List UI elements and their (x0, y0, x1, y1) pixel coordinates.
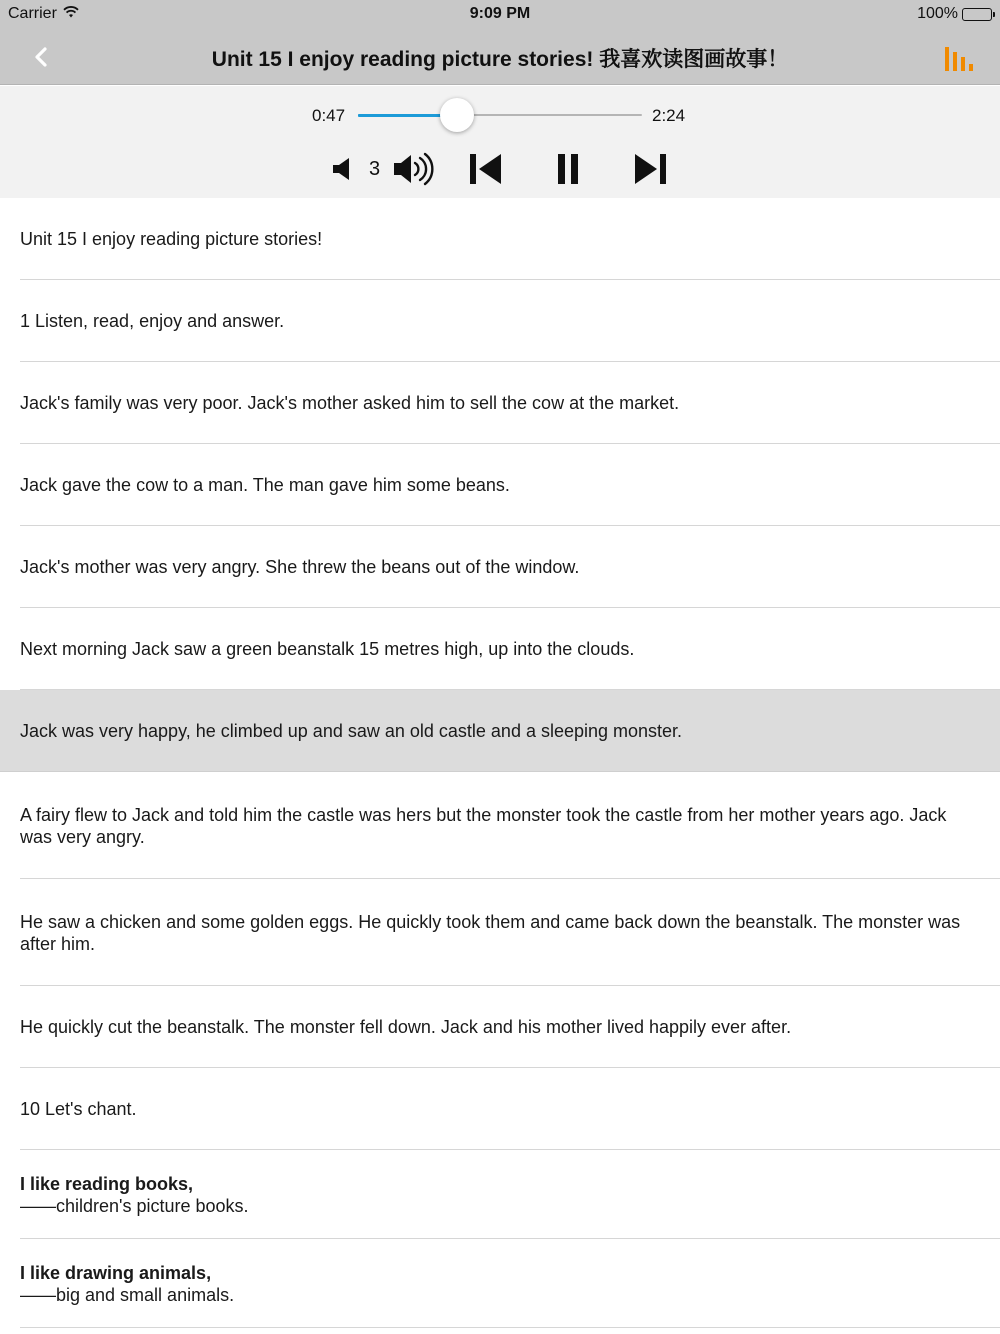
skip-previous-icon (467, 152, 503, 186)
battery-info (917, 5, 992, 23)
pause-button[interactable] (552, 148, 584, 190)
sentence-text: 1 Listen, read, enjoy and answer. (20, 311, 285, 331)
chevron-left-icon (33, 46, 49, 68)
sentence-row[interactable] (0, 608, 1000, 690)
sentence-text: A fairy flew to Jack and told him the castle was hers but the monster took the castle from her mother years ago. Jack was very angry. (20, 804, 947, 847)
sentence-text: Jack's mother was very angry. She threw the beans out of the window. (20, 557, 580, 577)
previous-button[interactable] (466, 148, 504, 190)
sentence-text: 10 Let's chant. (20, 1099, 137, 1119)
chant-row[interactable] (0, 1150, 1000, 1239)
page-title: Unit 15 I enjoy reading picture stories! 我喜欢读图画故事！ (211, 48, 789, 71)
playback-controls (0, 148, 1000, 190)
volume-down-icon (331, 156, 353, 182)
sentence-row[interactable] (0, 879, 1000, 986)
battery-percent: 100% (917, 5, 958, 22)
chant-line: ——big and small animals. (20, 1284, 235, 1305)
sentence-list (0, 198, 1000, 1328)
sentence-row[interactable] (0, 986, 1000, 1068)
volume-up-icon (392, 151, 434, 187)
sentence-text: Next morning Jack saw a green beanstalk 15 metres high, up into the clouds. (20, 639, 635, 659)
stats-button[interactable] (944, 44, 974, 72)
chant-line: ——children's picture books. (20, 1195, 249, 1216)
chant-line-bold: I like reading books, (20, 1173, 194, 1194)
sentence-row[interactable] (0, 444, 1000, 526)
volume-up-button[interactable] (392, 148, 434, 190)
sentence-row[interactable] (0, 362, 1000, 444)
current-time: 0:47 (312, 106, 346, 125)
sentence-row[interactable] (0, 772, 1000, 879)
sentence-row[interactable] (0, 1068, 1000, 1150)
volume-down-button[interactable] (330, 148, 354, 190)
pause-icon (555, 152, 581, 186)
back-button[interactable] (26, 42, 56, 72)
bar-chart-icon (944, 44, 974, 72)
sentence-row[interactable] (0, 198, 1000, 280)
chant-line-bold: I like drawing animals, (20, 1262, 212, 1283)
battery-icon (962, 8, 992, 21)
slider-thumb[interactable] (440, 98, 474, 132)
carrier-label: Carrier (8, 5, 57, 22)
sentence-row[interactable] (0, 280, 1000, 362)
sentence-text: Unit 15 I enjoy reading picture stories! (20, 229, 323, 249)
chant-text (20, 1173, 249, 1217)
chant-text (20, 1262, 234, 1306)
sentence-row-active[interactable] (0, 690, 1000, 772)
progress-slider[interactable] (358, 114, 642, 117)
chant-row[interactable] (0, 1239, 1000, 1328)
sentence-text: Jack was very happy, he climbed up and saw an old castle and a sleeping monster. (20, 721, 683, 741)
skip-next-icon (633, 152, 669, 186)
sentence-text: He quickly cut the beanstalk. The monster fell down. Jack and his mother lived happily ever after. (20, 1017, 792, 1037)
navigation-bar (0, 28, 1000, 85)
sentence-text: Jack gave the cow to a man. The man gave him some beans. (20, 475, 510, 495)
status-time: 9:09 PM (469, 5, 531, 22)
audio-player (0, 86, 1000, 198)
row-divider (20, 1327, 1000, 1328)
status-bar (0, 0, 1000, 28)
sentence-row[interactable] (0, 526, 1000, 608)
volume-level: 3 (369, 158, 381, 180)
sentence-text: Jack's family was very poor. Jack's mother asked him to sell the cow at the market. (20, 393, 680, 413)
sentence-text: He saw a chicken and some golden eggs. He quickly took them and came back down the beanstalk. The monster was after him. (20, 911, 961, 954)
total-time: 2:24 (652, 106, 686, 125)
next-button[interactable] (632, 148, 670, 190)
